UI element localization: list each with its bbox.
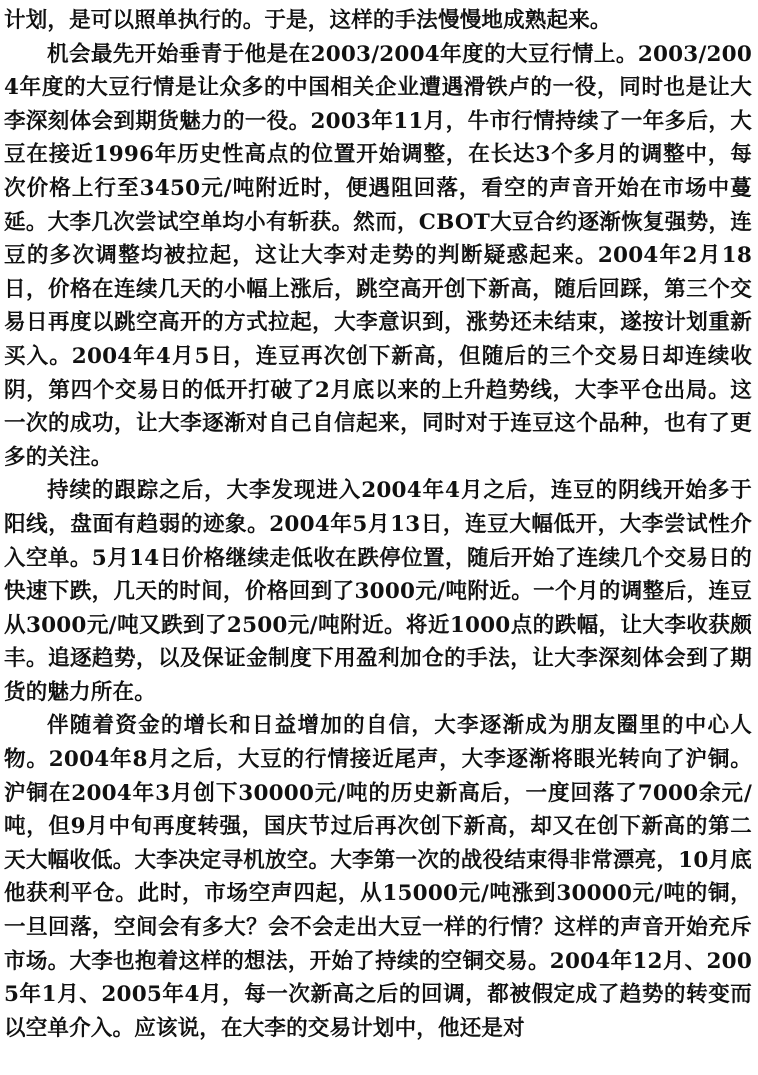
paragraph-copper: 伴随着资金的增长和日益增加的自信，大李逐渐成为朋友圈里的中心人物。2004年8月之后，大豆的行情接近尾声，大李逐渐将眼光转向了沪铜。沪铜在2004年3月创下30000元/吨的历史新高后，一度回落了7000余元/吨，但9月中旬再度转强，国庆节过后再次创下新高，却又在创下新高的第二天大幅收低。大李决定寻机放空。大李第一次的战役结束得非常漂亮，10月底他获利平仓。此时，市场空声四起，从15000元/吨涨到30000元/吨的铜，一旦回落，空间会有多大？会不会走出大豆一样的行情？这样的声音开始充斥市场。大李也抱着这样的想法，开始了持续的空铜交易。2004年12月、2005年1月、2005年4月，每一次新高之后的回调，都被假定成了趋势的转变而以空单介入。应该说，在大李的交易计划中，他还是对	[4, 713, 752, 1041]
paragraph-continuation: 计划，是可以照单执行的。于是，这样的手法慢慢地成熟起来。	[4, 8, 612, 33]
paragraph-soybean-short: 持续的跟踪之后，大李发现进入2004年4月之后，连豆的阴线开始多于阳线，盘面有趋弱的迹象。2004年5月13日，连豆大幅低开，大李尝试性介入空单。5月14日价格继续走低收在跌停位置，随后开始了连续几个交易日的快速下跌，几天的时间，价格回到了3000元/吨附近。一个月的调整后，连豆从3000元/吨又跌到了2500元/吨附近。将近1000点的跌幅，让大李收获颇丰。追逐趋势，以及保证金制度下用盈利加仓的手法，让大李深刻体会到了期货的魅力所在。	[4, 478, 752, 705]
paragraph-soybean-2003-2004: 机会最先开始垂青于他是在2003/2004年度的大豆行情上。2003/2004年度的大豆行情是让众多的中国相关企业遭遇滑铁卢的一役，同时也是让大李深刻体会到期货魅力的一役。2003年11月，牛市行情持续了一年多后，大豆在接近1996年历史性高点的位置开始调整，在长达3个多月的调整中，每次价格上行至3450元/吨附近时，便遇阻回落，看空的声音开始在市场中蔓延。大李几次尝试空单均小有斩获。然而，CBOT大豆合约逐渐恢复强势，连豆的多次调整均被拉起，这让大李对走势的判断疑惑起来。2004年2月18日，价格在连续几天的小幅上涨后，跳空高开创下新高，随后回踩，第三个交易日再度以跳空高开的方式拉起，大李意识到，涨势还未结束，遂按计划重新买入。2004年4月5日，连豆再次创下新高，但随后的三个交易日却连续收阴，第四个交易日的低开打破了2月底以来的上升趋势线，大李平仓出局。这一次的成功，让大李逐渐对自己自信起来，同时对于连豆这个品种，也有了更多的关注。	[4, 41, 752, 470]
